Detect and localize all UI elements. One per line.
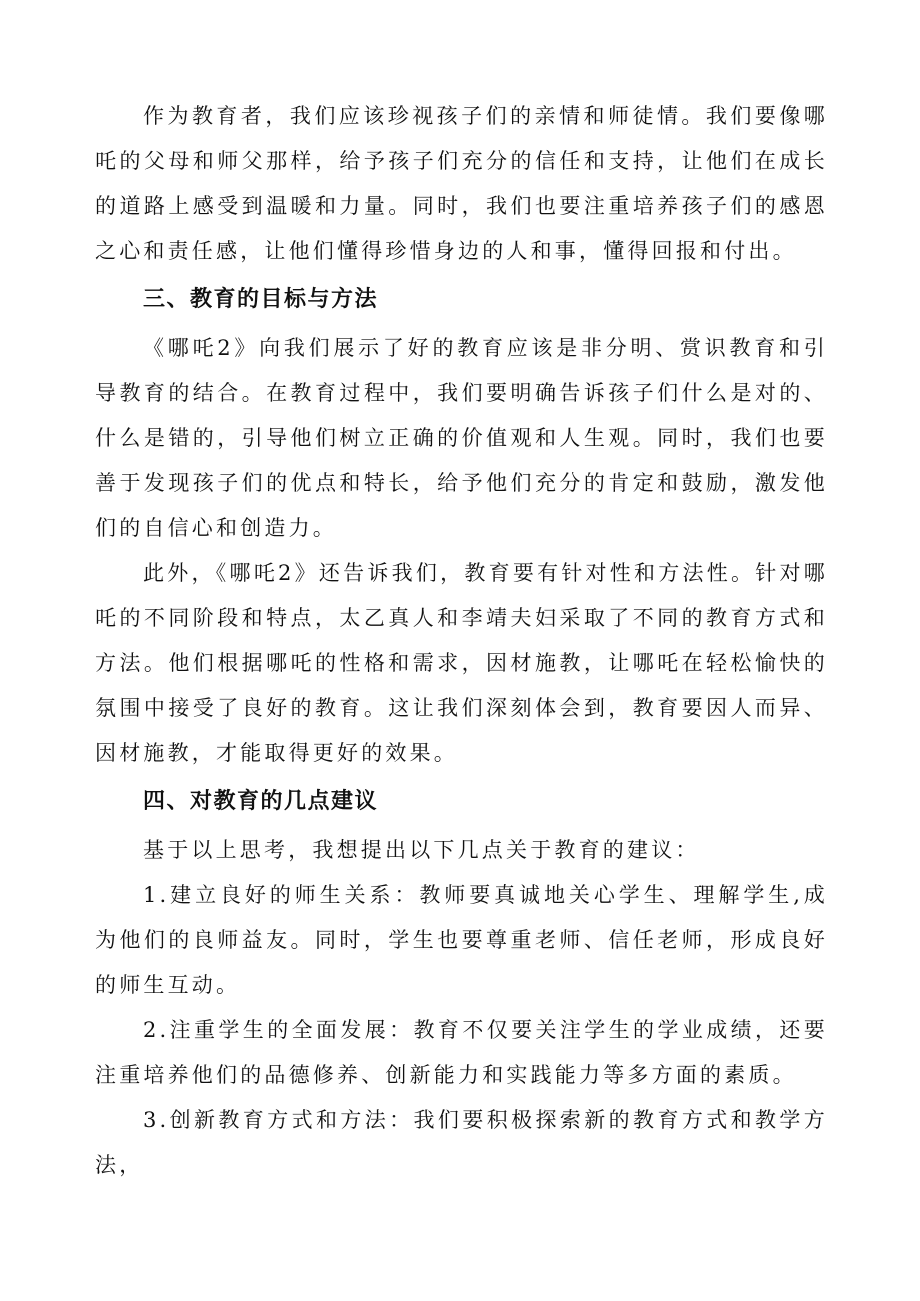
list-item-innovative-methods: 3.创新教育方式和方法：我们要积极探索新的教育方式和教学方法， bbox=[95, 1108, 828, 1177]
paragraph-suggestions-intro: 基于以上思考，我想提出以下几点关于教育的建议： bbox=[143, 838, 700, 862]
section-heading-suggestions: 四、对教育的几点建议 bbox=[143, 789, 379, 814]
section-heading-goals-methods: 三、教育的目标与方法 bbox=[143, 287, 379, 312]
paragraph-good-education: 《哪吒2》向我们展示了好的教育应该是非分明、赏识教育和引导教育的结合。在教育过程中，我们要明确告诉孩子们什么是对的、什么是错的，引导他们树立正确的价值观和人生观。同时，我们也要善于发现孩子们的优点和特长，给予他们充分的肯定和鼓励，激发他们的自信心和创造力。 bbox=[95, 336, 828, 540]
paragraph-targeted-education: 此外，《哪吒2》还告诉我们，教育要有针对性和方法性。针对哪吒的不同阶段和特点，太乙真人和李靖夫妇采取了不同的教育方式和方法。他们根据哪吒的性格和需求，因材施教，让哪吒在轻松愉快的氛围中接受了良好的教育。这让我们深刻体会到，教育要因人而异、因材施教，才能取得更好的效果。 bbox=[95, 561, 828, 765]
list-item-teacher-student-relationship: 1.建立良好的师生关系：教师要真诚地关心学生、理解学生,成为他们的良师益友。同时，学生也要尊重老师、信任老师，形成良好的师生互动。 bbox=[95, 883, 828, 997]
document-body bbox=[95, 94, 828, 1188]
paragraph-educator-role: 作为教育者，我们应该珍视孩子们的亲情和师徒情。我们要像哪吒的父母和师父那样，给予孩子们充分的信任和支持，让他们在成长的道路上感受到温暖和力量。同时，我们也要注重培养孩子们的感恩之心和责任感，让他们懂得珍惜身边的人和事，懂得回报和付出。 bbox=[95, 104, 828, 263]
list-item-all-round-development: 2.注重学生的全面发展：教育不仅要关注学生的学业成绩，还要注重培养他们的品德修养、创新能力和实践能力等多方面的素质。 bbox=[95, 1018, 828, 1087]
